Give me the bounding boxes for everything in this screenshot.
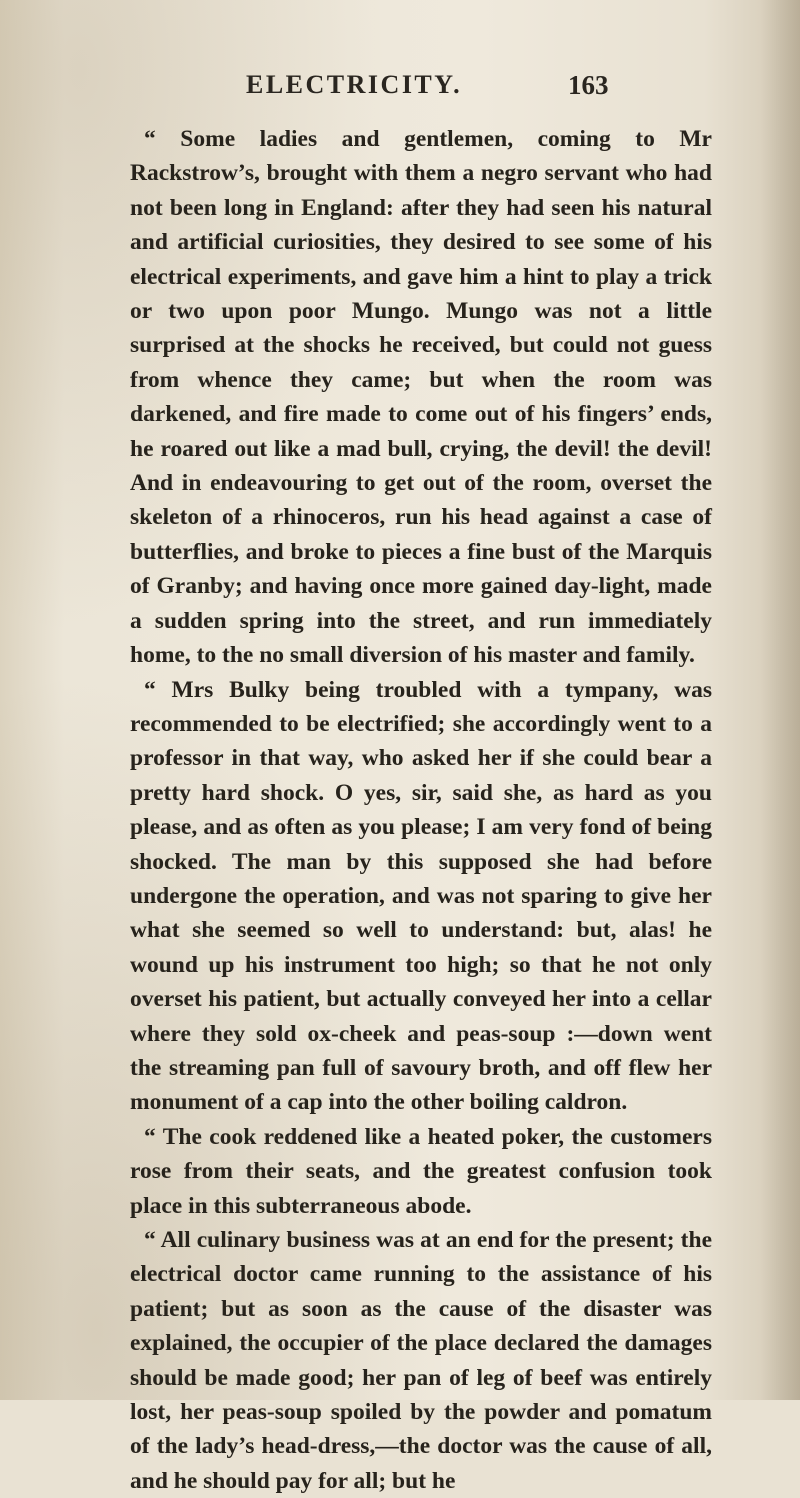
page-edge-shadow xyxy=(760,0,800,1400)
running-head xyxy=(0,70,800,110)
paragraph-cook: “ The cook reddened like a heated poker, the customers rose from their seats, and the greatest confusion took place in this subterraneous abode. xyxy=(130,1123,712,1219)
paragraph-mungo: “ Some ladies and gentlemen, coming to Mr Rackstrow’s, brought with them a negro servant who had not been long in England: after they had seen his natural and artificial curiosities, they desired to see some of his electrical experiments, and gave him a hint to play a trick or two upon poor Mungo. Mungo was not a little surprised at the shocks he received, but could not guess from whence they came; but when the room was darkened, and fire made to come out of his fingers’ ends, he roared out like a mad bull, crying, the devil! the devil! And in endeavouring to get out of the room, overset the skeleton of a rhinoceros, run his head against a case of butterflies, and broke to pieces a fine bust of the Marquis of Granby; and having once more gained day-light, made a sudden spring into the street, and run immediately home, to the no small diversion of his master and family. xyxy=(130,126,712,669)
body-text xyxy=(130,122,712,1498)
paragraph-mrs-bulky: “ Mrs Bulky being troubled with a tympany, was recommended to be electrified; she accordingly went to a professor in that way, who asked her if she could bear a pretty hard shock. O yes, sir, said she, as hard as you please, and as often as you please; I am very fond of being shocked. The man by this supposed she had before undergone the operation, and was not sparing to give her what she seemed so well to understand: but, alas! he wound up his instrument too high; so that he not only overset his patient, but actually conveyed her into a cellar where they sold ox-cheek and peas-soup :—down went the streaming pan full of savoury broth, and off flew her monument of a cap into the other boiling caldron. xyxy=(130,676,712,1116)
running-head-title: ELECTRICITY. xyxy=(246,70,463,99)
paragraph-culinary-business: “ All culinary business was at an end for the present; the electrical doctor came running to the assistance of his patient; but as soon as the cause of the disaster was explained, the occupier of the place declared the damages should be made good; her pan of leg of beef was entirely lost, her peas-soup spoiled by the powder and pomatum of the lady’s head-dress,—the doctor was the cause of all, and he should pay for all; but he xyxy=(130,1227,712,1494)
page-number: 163 xyxy=(568,70,609,100)
